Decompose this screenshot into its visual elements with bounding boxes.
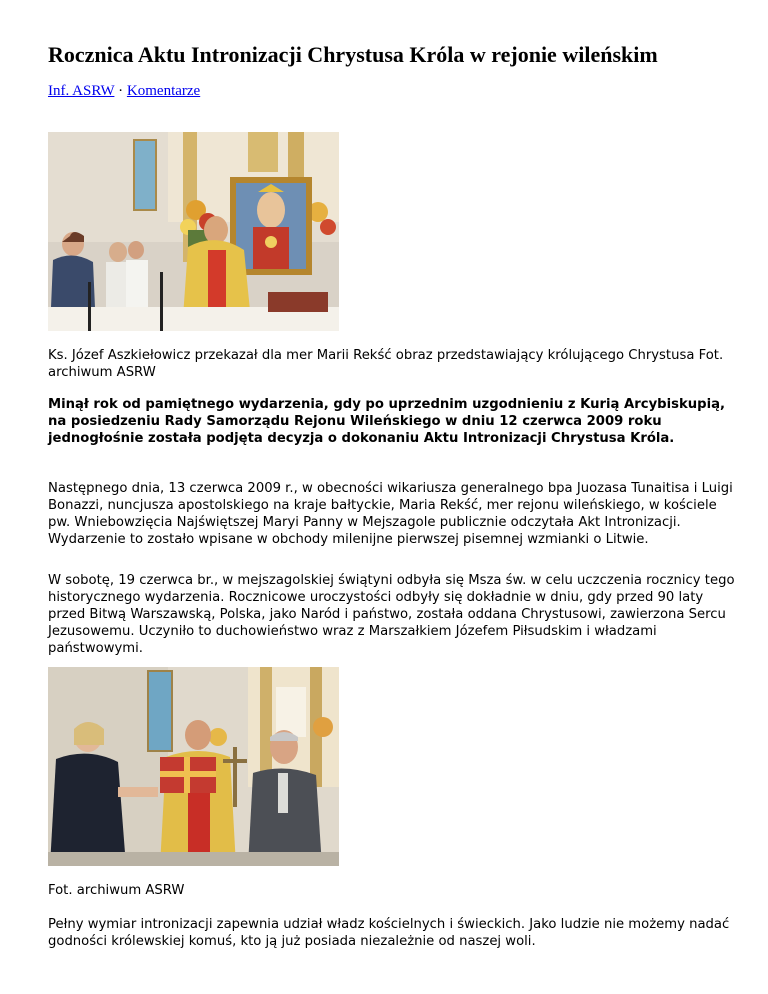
photo-1-caption: Ks. Józef Aszkiełowicz przekazał dla mer Marii Rekść obraz przedstawiający królującego Chrystusa Fot. archiwum ASRW xyxy=(48,348,724,380)
photo-gift-presentation xyxy=(48,667,339,866)
meta-separator: · xyxy=(114,83,127,99)
photo-2-image xyxy=(48,667,339,866)
source-link[interactable]: Inf. ASRW xyxy=(48,83,115,99)
article-meta xyxy=(48,83,200,100)
comments-link[interactable]: Komentarze xyxy=(126,83,201,99)
paragraph-1: Następnego dnia, 13 czerwca 2009 r., w obecności wikariusza generalnego bpa Juozasa Tunaitisa i Luigi Bonazzi, nuncjusza apostolskiego na kraje bałtyckie, Maria Rekść, mer rejonu wileńskiego, w kościele pw. Wniebowzięcia Najświętszej Maryi Panny w Mejszagole publicznie odczytała Akt Intronizacji. Wydarzenie to zostało wpisane w obchody milenijne pierwszej pisemnej wzmianki o Litwie. xyxy=(48,481,733,547)
photo-intronization-portrait xyxy=(48,132,339,331)
lead-paragraph: Minął rok od pamiętnego wydarzenia, gdy po uprzednim uzgodnieniu z Kurią Arcybiskupią, na posiedzeniu Rady Samorządu Rejonu Wileńskiego w dniu 12 czerwca 2009 roku jednogłośnie została podjęta decyzja o dokonaniu Aktu Intronizacji Chrystusa Króla. xyxy=(48,397,726,446)
photo-2-caption: Fot. archiwum ASRW xyxy=(48,883,185,898)
paragraph-2: W sobotę, 19 czerwca br., w mejszagolskiej świątyni odbyła się Msza św. w celu uczczenia rocznicy tego historycznego wydarzenia. Rocznicowe uroczystości odbyły się dokładnie w dniu, gdy przed 90 laty przed Bitwą Warszawską, Polska, jako Naród i państwo, została oddana Chrystusowi, zawierzona Sercu Jezusowemu. Uczyniło to duchowieństwo wraz z Marszałkiem Józefem Piłsudskim i władzami państwowymi. xyxy=(48,573,735,656)
paragraph-3: Pełny wymiar intronizacji zapewnia udział władz kościelnych i świeckich. Jako ludzie nie możemy nadać godności królewskiej komuś, kto ją już posiada niezależnie od naszej woli. xyxy=(48,917,730,949)
photo-1-image xyxy=(48,132,339,331)
article-title: Rocznica Aktu Intronizacji Chrystusa Króla w rejonie wileńskim xyxy=(48,42,658,67)
